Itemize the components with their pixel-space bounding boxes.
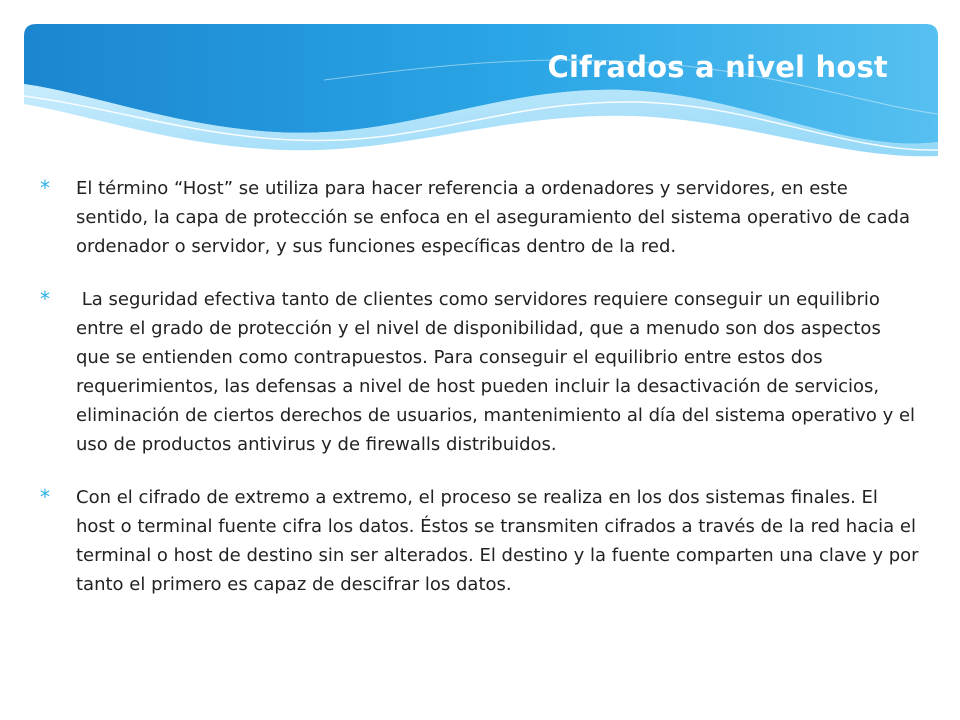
bullet-list — [40, 174, 920, 623]
asterisk-bullet-icon: * — [40, 485, 50, 509]
bullet-text: El término “Host” se utiliza para hacer referencia a ordenadores y servidores, en este sentido, la capa de protección se enfoca en el aseguramiento del sistema operativo de cada ordenador o servidor, y sus funciones específicas dentro de la red. — [76, 178, 910, 257]
bullet-item — [40, 483, 920, 599]
title-banner — [24, 24, 938, 164]
slide-title: Cifrados a nivel host — [547, 50, 888, 84]
bullet-text: Con el cifrado de extremo a extremo, el proceso se realiza en los dos sistemas finales. El host o terminal fuente cifra los datos. Éstos se transmiten cifrados a través de la red hacia el terminal o host de destino sin ser alterados. El destino y la fuente comparten una clave y por tanto el primero es capaz de descifrar los datos. — [76, 487, 919, 595]
bullet-item — [40, 285, 920, 459]
asterisk-bullet-icon: * — [40, 287, 50, 311]
bullet-text: La seguridad efectiva tanto de clientes como servidores requiere conseguir un equilibrio entre el grado de protección y el nivel de disponibilidad, que a menudo son dos aspectos que se entienden como contrapuestos. Para conseguir el equilibrio entre estos dos requerimientos, las defensas a nivel de host pueden incluir la desactivación de servicios, eliminación de ciertos derechos de usuarios, mantenimiento al día del sistema operativo y el uso de productos antivirus y de firewalls distribuidos. — [76, 289, 921, 455]
wave-banner-graphic — [24, 24, 938, 164]
asterisk-bullet-icon: * — [40, 176, 50, 200]
bullet-item — [40, 174, 920, 261]
